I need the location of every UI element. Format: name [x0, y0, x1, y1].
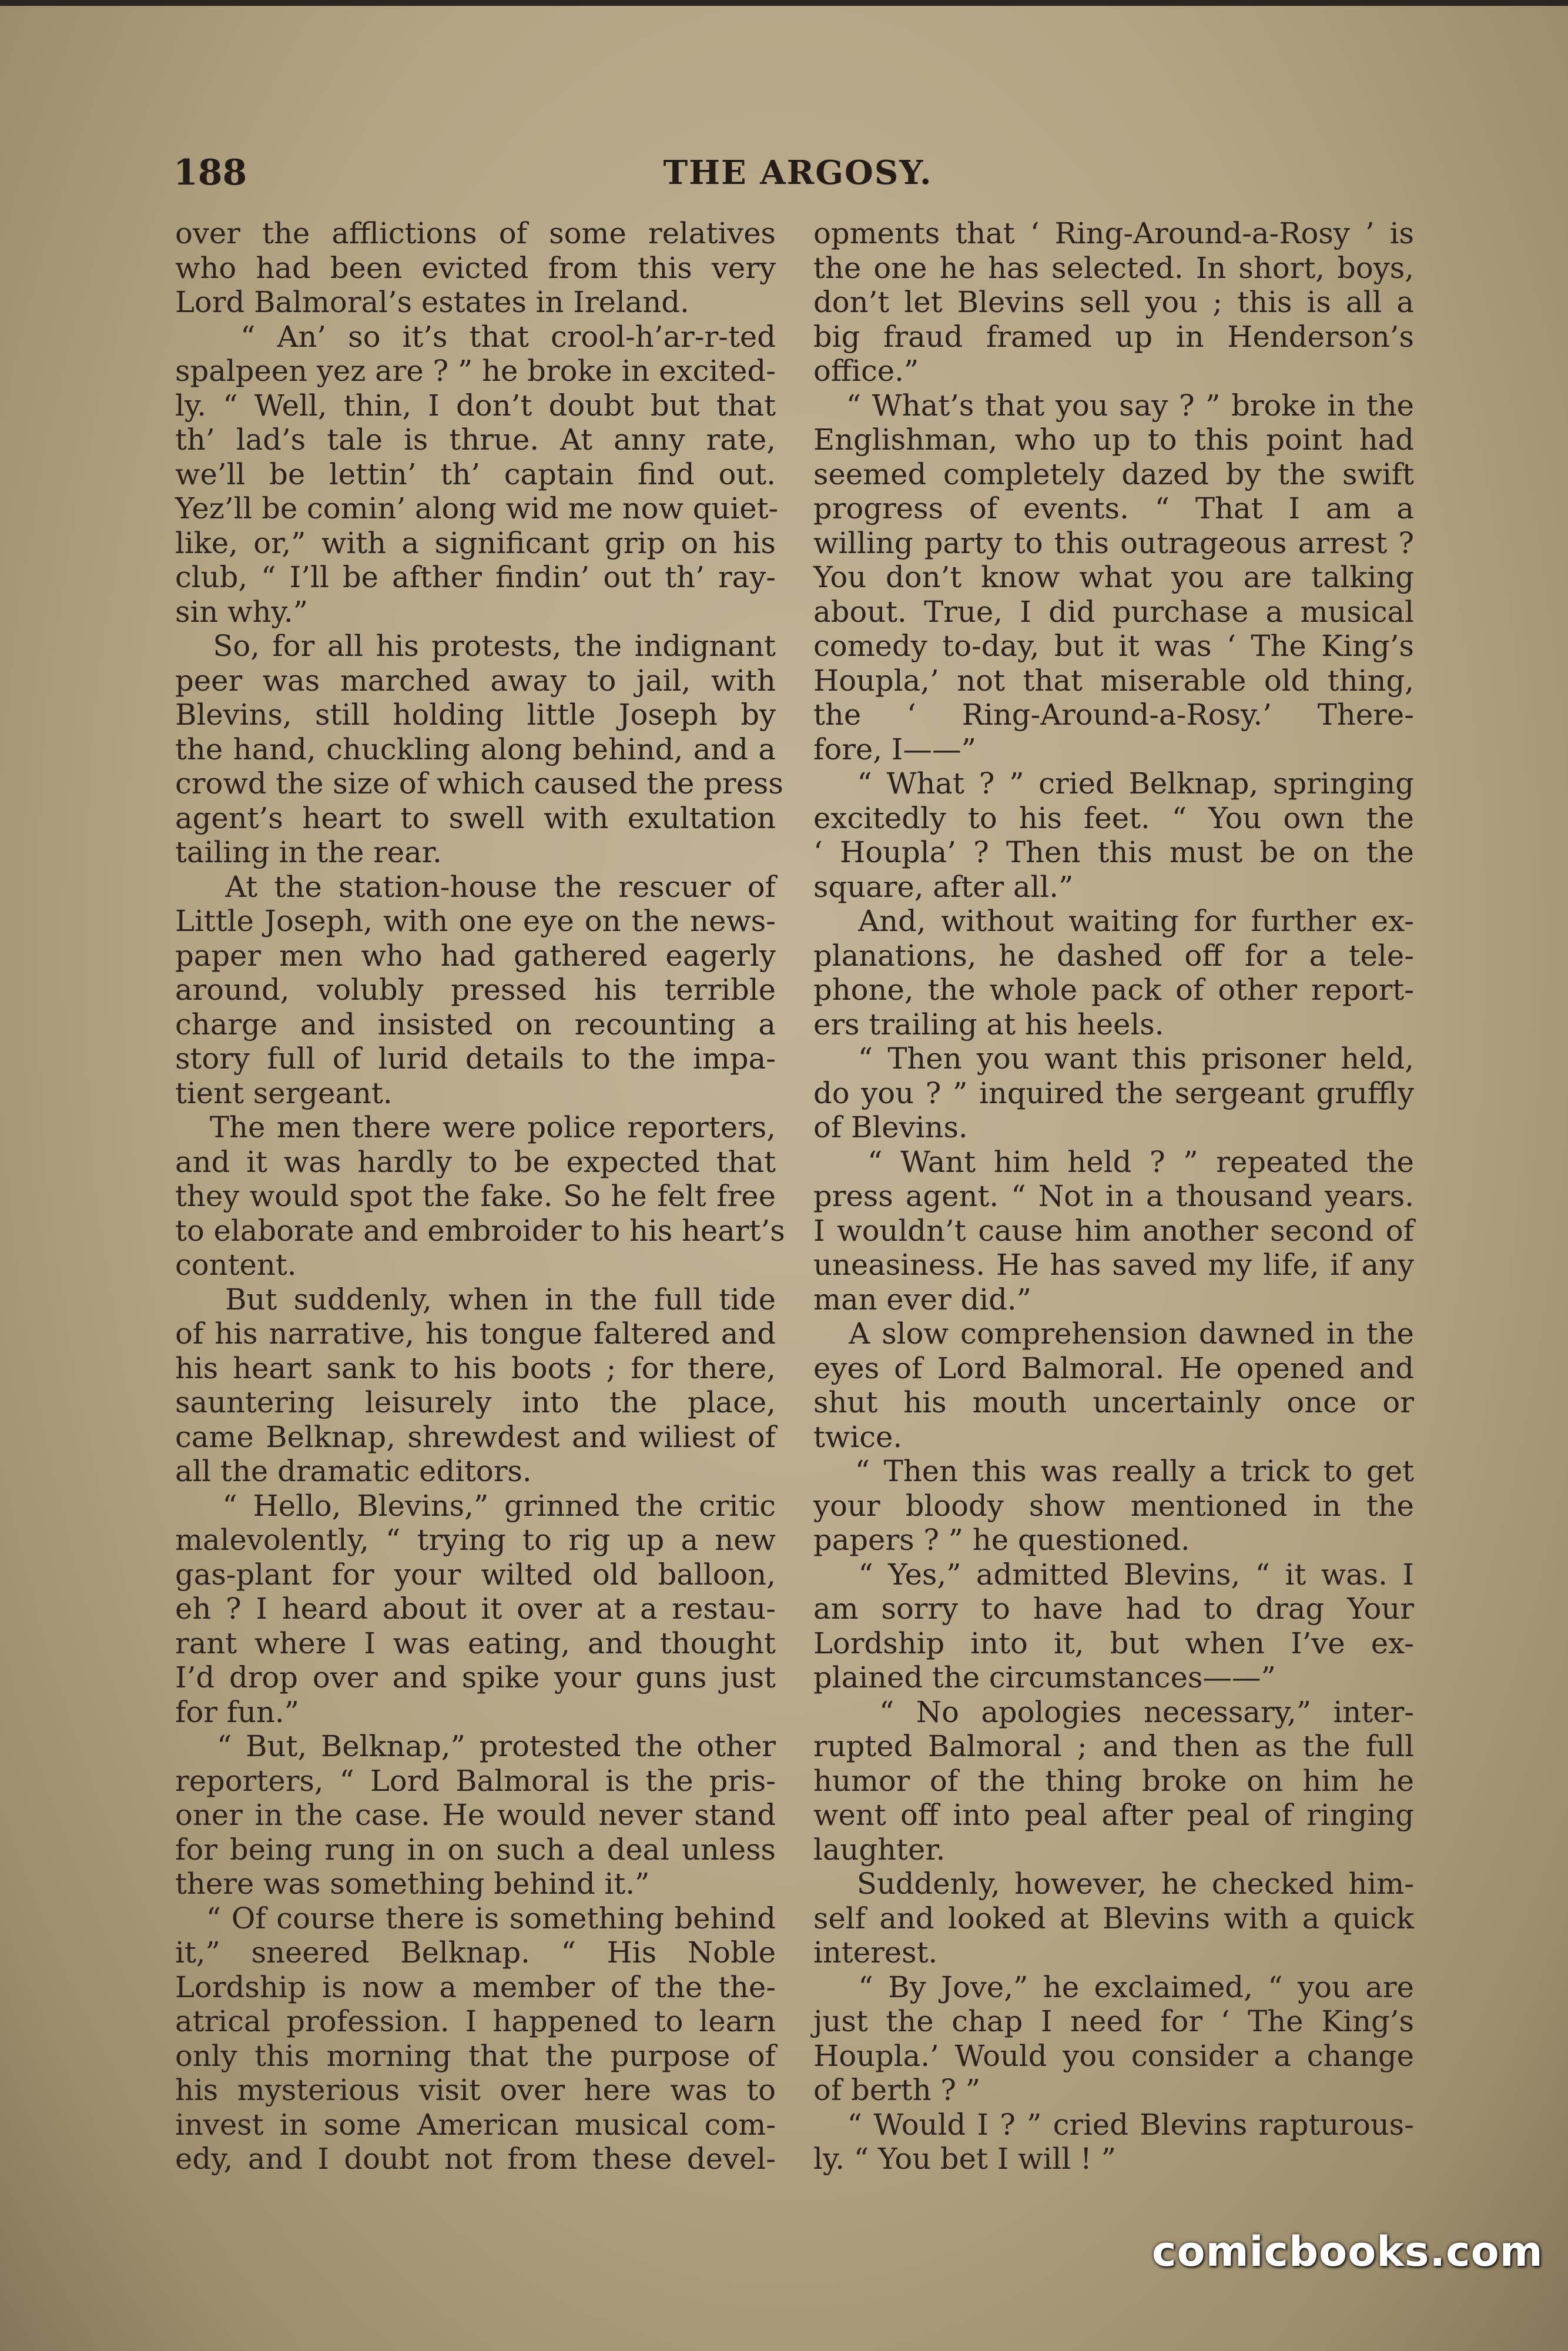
watermark: comicbooks.com [1152, 2228, 1543, 2276]
text-line: agent’s heart to swell with exultation [175, 801, 776, 835]
text-line: seemed completely dazed by the swift [813, 457, 1414, 491]
text-line: th’ lad’s tale is thrue. At anny rate, [175, 423, 776, 457]
text-line: club, “ I’ll be afther findin’ out th’ ray- [175, 560, 776, 594]
text-line: Little Joseph, with one eye on the news- [175, 904, 776, 938]
text-line: Englishman, who up to this point had [813, 423, 1414, 457]
text-line: opments that ‘ Ring-Around-a-Rosy ’ is [813, 216, 1414, 250]
text-line: planations, he dashed off for a tele- [813, 938, 1414, 973]
text-line: for being rung in on such a deal unless [175, 1832, 776, 1867]
text-line: of his narrative, his tongue faltered and [175, 1317, 776, 1351]
text-line: sin why.” [175, 594, 308, 629]
text-line: ly. “ Well, thin, I don’t doubt but that [175, 388, 776, 423]
text-line: all the dramatic editors. [175, 1454, 532, 1488]
text-line: Lord Balmoral’s estates in Ireland. [175, 285, 689, 319]
text-line: “ What ? ” cried Belknap, springing [813, 766, 1414, 801]
text-line: don’t let Blevins sell you ; this is all a [813, 285, 1414, 319]
text-line: Houpla,’ not that miserable old thing, [813, 663, 1414, 698]
text-line: there was something behind it.” [175, 1867, 650, 1901]
text-line: malevolently, “ trying to rig up a new [175, 1523, 776, 1557]
text-line: excitedly to his feet. “ You own the [813, 801, 1414, 835]
text-line: the hand, chuckling along behind, and a [175, 732, 776, 766]
text-line: A slow comprehension dawned in the [813, 1317, 1414, 1351]
text-line: “ Then you want this prisoner held, [813, 1041, 1414, 1076]
text-line: “ Hello, Blevins,” grinned the critic [175, 1488, 776, 1523]
text-line: laughter. [813, 1832, 946, 1867]
text-line: of Blevins. [813, 1110, 968, 1144]
text-line: Blevins, still holding little Joseph by [175, 698, 776, 732]
text-line: the one he has selected. In short, boys, [813, 250, 1414, 285]
text-line: over the afflictions of some relatives [175, 216, 776, 250]
text-line: self and looked at Blevins with a quick [813, 1901, 1414, 1935]
text-line: tailing in the rear. [175, 835, 442, 869]
text-line: “ No apologies necessary,” inter- [813, 1694, 1414, 1729]
right-text-column [813, 216, 1414, 2176]
text-line: spalpeen yez are ? ” he broke in excited- [175, 354, 776, 388]
text-line: “ What’s that you say ? ” broke in the [813, 388, 1414, 423]
text-line: humor of the thing broke on him he [813, 1763, 1414, 1798]
text-line: atrical profession. I happened to learn [175, 2004, 776, 2038]
text-line: shut his mouth uncertainly once or [813, 1385, 1414, 1419]
text-line: press agent. “ Not in a thousand years. [813, 1179, 1414, 1213]
text-line: of berth ? ” [813, 2073, 981, 2107]
text-line: Lordship is now a member of the the- [175, 1970, 776, 2004]
text-line: like, or,” with a significant grip on his [175, 525, 776, 560]
text-line: we’ll be lettin’ th’ captain find out. [175, 457, 776, 491]
page-number: 188 [173, 152, 247, 193]
text-line: ers trailing at his heels. [813, 1007, 1164, 1041]
text-line: I wouldn’t cause him another second of [813, 1213, 1414, 1248]
text-line: gas-plant for your wilted old balloon, [175, 1557, 776, 1592]
text-line: eyes of Lord Balmoral. He opened and [813, 1351, 1414, 1385]
text-line: fore, I——” [813, 732, 976, 766]
text-line: charge and insisted on recounting a [175, 1007, 776, 1041]
text-line: to elaborate and embroider to his heart’s [175, 1213, 785, 1248]
text-line: uneasiness. He has saved my life, if any [813, 1248, 1414, 1282]
text-line: “ Yes,” admitted Blevins, “ it was. I [813, 1557, 1414, 1592]
text-line: “ Would I ? ” cried Blevins rapturous- [813, 2107, 1414, 2142]
text-line: content. [175, 1248, 297, 1282]
left-text-column [175, 216, 785, 2176]
text-line: office.” [813, 354, 919, 388]
text-line: And, without waiting for further ex- [813, 904, 1414, 938]
text-line: papers ? ” he questioned. [813, 1523, 1190, 1557]
text-line: man ever did.” [813, 1282, 1031, 1317]
text-line: You don’t know what you are talking [813, 560, 1414, 594]
text-line: Houpla.’ Would you consider a change [813, 2038, 1414, 2073]
text-line: ly. “ You bet I will ! ” [813, 2142, 1116, 2176]
text-line: willing party to this outrageous arrest ? [813, 525, 1414, 560]
text-line: “ Want him held ? ” repeated the [813, 1144, 1414, 1179]
text-line: his mysterious visit over here was to [175, 2073, 776, 2107]
text-line: The men there were police reporters, [175, 1110, 776, 1144]
text-line: “ But, Belknap,” protested the other [175, 1729, 776, 1763]
text-line: went off into peal after peal of ringing [813, 1798, 1414, 1832]
text-line: around, volubly pressed his terrible [175, 973, 776, 1007]
text-line: and it was hardly to be expected that [175, 1144, 776, 1179]
text-line: his heart sank to his boots ; for there, [175, 1351, 776, 1385]
text-line: big fraud framed up in Henderson’s [813, 319, 1414, 354]
page-header [173, 149, 1422, 196]
text-line: sauntering leisurely into the place, [175, 1385, 776, 1419]
text-line: phone, the whole pack of other report- [813, 973, 1414, 1007]
text-line: square, after all.” [813, 869, 1074, 904]
text-line: Suddenly, however, he checked him- [813, 1867, 1414, 1901]
text-line: “ Of course there is something behind [175, 1901, 776, 1935]
text-line: peer was marched away to jail, with [175, 663, 776, 698]
text-line: came Belknap, shrewdest and wiliest of [175, 1419, 776, 1454]
text-line: But suddenly, when in the full tide [175, 1282, 776, 1317]
text-line: eh ? I heard about it over at a restau- [175, 1592, 776, 1626]
text-line: it,” sneered Belknap. “ His Noble [175, 1935, 776, 1970]
text-line: am sorry to have had to drag Your [813, 1592, 1414, 1626]
text-line: ‘ Houpla’ ? Then this must be on the [813, 835, 1414, 869]
text-line: for fun.” [175, 1694, 300, 1729]
text-line: rupted Balmoral ; and then as the full [813, 1729, 1414, 1763]
text-line: plained the circumstances——” [813, 1660, 1276, 1694]
text-line: “ By Jove,” he exclaimed, “ you are [813, 1970, 1414, 2004]
text-line: interest. [813, 1935, 938, 1970]
text-line: “ Then this was really a trick to get [813, 1454, 1414, 1488]
text-line: about. True, I did purchase a musical [813, 594, 1414, 629]
text-line: progress of events. “ That I am a [813, 491, 1414, 525]
text-line: Yez’ll be comin’ along wid me now quiet- [175, 491, 779, 525]
text-line: only this morning that the purpose of [175, 2038, 776, 2073]
text-line: they would spot the fake. So he felt free [175, 1179, 776, 1213]
text-line: oner in the case. He would never stand [175, 1798, 776, 1832]
text-line: tient sergeant. [175, 1076, 393, 1110]
text-line: I’d drop over and spike your guns just [175, 1660, 776, 1694]
running-title: THE ARGOSY. [663, 153, 933, 192]
text-line: At the station-house the rescuer of [175, 869, 776, 904]
text-line: your bloody show mentioned in the [813, 1488, 1414, 1523]
text-line: edy, and I doubt not from these devel- [175, 2142, 776, 2176]
text-line: comedy to-day, but it was ‘ The King’s [813, 629, 1414, 663]
text-line: who had been evicted from this very [175, 250, 776, 285]
text-line: just the chap I need for ‘ The King’s [813, 2004, 1414, 2038]
text-line: do you ? ” inquired the sergeant gruffly [813, 1076, 1414, 1110]
text-line: paper men who had gathered eagerly [175, 938, 776, 973]
text-line: Lordship into it, but when I’ve ex- [813, 1626, 1414, 1660]
text-line: “ An’ so it’s that crool-h’ar-r-ted [175, 319, 776, 354]
text-line: invest in some American musical com- [175, 2107, 776, 2142]
text-line: twice. [813, 1419, 903, 1454]
text-line: rant where I was eating, and thought [175, 1626, 776, 1660]
text-line: the ‘ Ring-Around-a-Rosy.’ There- [813, 698, 1414, 732]
text-line: So, for all his protests, the indignant [175, 629, 776, 663]
text-line: crowd the size of which caused the press [175, 766, 783, 801]
text-line: reporters, “ Lord Balmoral is the pris- [175, 1763, 776, 1798]
text-line: story full of lurid details to the impa- [175, 1041, 776, 1076]
